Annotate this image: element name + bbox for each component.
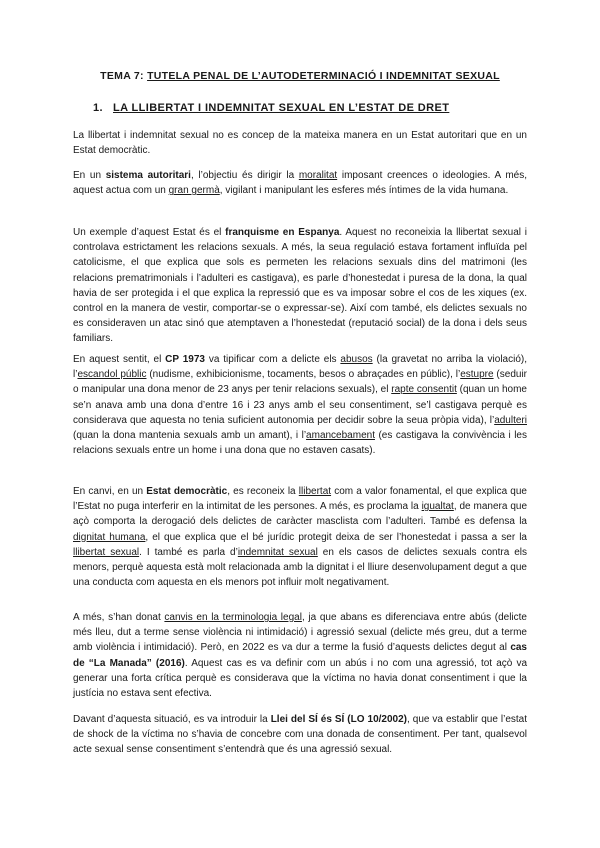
bold-term: Estat democràtic [146, 486, 228, 497]
text-run: . I també es parla d’ [139, 546, 238, 558]
text-run: va tipificar com a delicte els [205, 354, 341, 365]
text-run: , es reconeix la [227, 486, 299, 497]
underlined-term: llibertat [298, 486, 332, 497]
text-run: (quan un home se’n anava amb una dona d’entre 16 i 23 anys amb el seu consentiment, se’l castigava perquè es considerava que aquesta no tenia suficient autonomia per decidir sobre la seua pròpia vida), l’ [73, 384, 527, 426]
text-run: , de manera que açò comporta la derogació dels delictes de caràcter masclista com l’adulteri. També es defensa la [73, 501, 528, 528]
text-run: (la gravetat no arriba la violació), l’ [73, 354, 527, 381]
underlined-term: dignitat humana [73, 531, 146, 543]
underlined-term: adulteri [494, 414, 527, 426]
paragraph-cp1973 [73, 352, 527, 458]
bold-term: CP 1973 [165, 354, 205, 365]
paragraph-llei-si-es-si [73, 712, 527, 758]
paragraph-terminology [73, 610, 527, 701]
text-run: Davant d’aquesta situació, es va introduir la [73, 714, 271, 725]
section-heading [93, 102, 449, 114]
text-run: A més, s’han donat [73, 612, 165, 623]
text-run: En aquest sentit, el [73, 354, 166, 365]
underlined-term: llibertat sexual [73, 546, 140, 558]
section-heading-text: LA LLIBERTAT I INDEMNITAT SEXUAL EN L’ESTAT DE DRET [113, 102, 450, 114]
text-run: en els casos de delictes sexuals contra els menors, perquè aquesta està molt relacionada amb la dignitat i el lliure desenvolupament degut a que una conducta com aquesta en els menors pot influir molt negativament. [73, 546, 527, 589]
bold-term: cas de “La Manada” (2016) [73, 642, 527, 669]
text-run: , l’objectiu és dirigir la [190, 170, 299, 181]
section-number: 1. [93, 102, 103, 114]
text-run: (quan la dona mantenia sexuals amb un amant), i l’ [73, 430, 307, 442]
paragraph-authoritarian [73, 168, 527, 198]
bold-term: sistema autoritari [105, 170, 191, 181]
text-run: , vigilant i manipulant les esferes més íntimes de la vida humana. [219, 185, 509, 197]
underlined-term: canvis en la terminologia legal [164, 612, 302, 623]
title-main: TUTELA PENAL DE L’AUTODETERMINACIÓ I INDEMNITAT SEXUAL [147, 70, 500, 82]
underlined-term: rapte consentit [391, 384, 457, 396]
underlined-term: indemnitat sexual [237, 546, 318, 558]
underlined-term: abusos [340, 354, 373, 365]
underlined-term: gran germà [168, 185, 220, 197]
bold-term: franquisme en Espanya [225, 227, 340, 238]
text-run: . Aquest no reconeixia la llibertat sexual i controlava estrictament les relacions sexuals. A més, la seua regulació estava fortament influïda pel catolicisme, el que explica que sols es permeten les relacions sexuals dins del matrimoni (les relacions prematrimonials i l’adulteri es castigava), es parle d’honestedat i puresa de la dona, la qual havia de ser protegida i el que explica la repressió que es va imposar sobre el cos de les xiques (ex. control en la manera de vestir, comportar-se o expressar-se). Així com també, els delictes sexuals no es consideraven un atac sinó que atemptaven a l’honestedat (reputació social) de la dona i dels seus familiars. [73, 227, 527, 345]
underlined-term: amancebament [306, 430, 375, 442]
text-run: En un [73, 170, 106, 181]
text-run: com a valor fonamental, el que explica que l’Estat no puga interferir en la intimitat de les persones. A més, es proclama la [73, 486, 527, 513]
text-run: En canvi, en un [73, 486, 147, 497]
paragraph-democratic [73, 484, 527, 590]
text-run: . Aquest cas es va definir com un abús i no com una agressió, tot açò va generar una forta crítica perquè es considerava que la víctima no havia donat consentiment i que la justícia no estava sent efectiva. [73, 657, 528, 700]
text-run: (nudisme, exhibicionisme, tocaments, besos o abraçades en públic), l’ [146, 369, 461, 381]
underlined-term: igualtat [421, 501, 454, 513]
text-run: , el que explica que el bé jurídic protegit deixa de ser l’honestedat i passa a ser la [145, 531, 527, 543]
text-run: (es castigava la convivència i les relacions sexuals entre un home i una dona que no estaven casats). [73, 430, 527, 457]
text-run: imposant creences o ideologies. A més, aquest actua com un [73, 170, 527, 197]
title-prefix: TEMA 7: [100, 70, 148, 82]
text-run: La llibertat i indemnitat sexual no es concep de la mateixa manera en un Estat autoritari que en un Estat democràtic. [73, 130, 527, 157]
text-run: Un exemple d’aquest Estat és el [73, 227, 226, 238]
bold-term: Llei del SÍ és SÍ (LO 10/2002) [270, 714, 407, 725]
text-run: , ja que abans es diferenciava entre abús (delicte més lleu, dut a terme sense violència ni intimidació) i agressió sexual (delicte més greu, dut a terme amb violència i intimidació). Però, en 2022 es va dur a terme la fusió d’aquests delictes degut al [73, 612, 527, 654]
text-run: (seduir o manipular una dona menor de 23 anys per tenir relacions sexuals), el [73, 369, 527, 396]
underlined-term: escandol públic [77, 369, 147, 381]
underlined-term: estupre [460, 369, 494, 381]
page-title [0, 70, 600, 82]
paragraph-franquisme [73, 225, 527, 347]
paragraph-intro [73, 128, 527, 158]
text-run: , que va establir que l’estat de shock de la víctima no s’havia de concebre com una donada de consentiment. Per tant, qualsevol acte sexual sense consentiment s’entendrà que és una agressió sexual. [73, 714, 527, 756]
underlined-term: moralitat [298, 170, 338, 181]
